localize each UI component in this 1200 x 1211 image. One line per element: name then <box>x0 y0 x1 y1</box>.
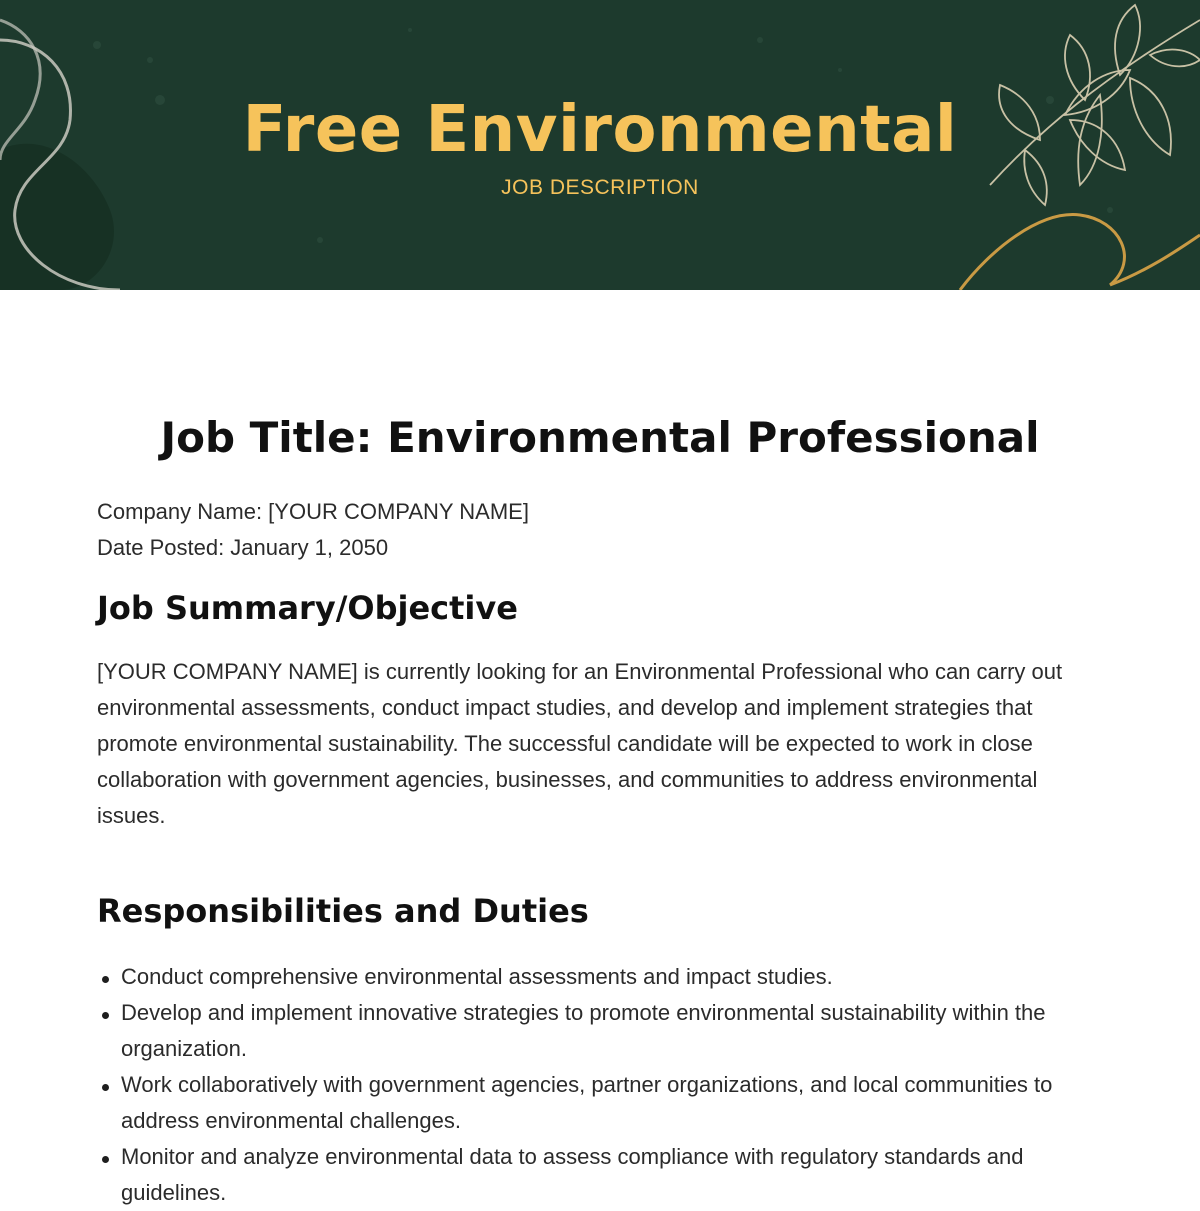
bullet-icon <box>102 1084 109 1091</box>
date-posted: Date Posted: January 1, 2050 <box>97 535 389 560</box>
bullet-icon <box>102 1012 109 1019</box>
list-item <box>97 1139 1107 1211</box>
responsibilities-list <box>97 959 1107 1211</box>
list-item-text: Conduct comprehensive environmental assessments and impact studies. <box>121 964 833 989</box>
summary-text: [YOUR COMPANY NAME] is currently looking for an Environmental Professional who can carry out environmental assessments, conduct impact studies, and develop and implement strategies that promote environmental sustainability. The successful candidate will be expected to work in close collaboration with government agencies, businesses, and communities to address environmental issues. <box>97 659 1063 828</box>
company-name: Company Name: [YOUR COMPANY NAME] <box>97 499 529 524</box>
bullet-icon <box>102 1156 109 1163</box>
list-item <box>97 959 1107 995</box>
summary-heading: Job Summary/Objective <box>97 589 518 627</box>
banner-subtitle: JOB DESCRIPTION <box>501 176 699 199</box>
list-item-text: Monitor and analyze environmental data to assess compliance with regulatory standards and guidelines. <box>121 1144 1024 1205</box>
list-item <box>97 1067 1107 1139</box>
list-item-text: Work collaboratively with government agencies, partner organizations, and local communities to address environmental challenges. <box>121 1072 1053 1133</box>
header-banner <box>0 0 1200 290</box>
document-meta <box>97 494 529 566</box>
list-item-text: Develop and implement innovative strategies to promote environmental sustainability within the organization. <box>121 1000 1046 1061</box>
document-title: Job Title: Environmental Professional <box>160 413 1040 462</box>
list-item <box>97 995 1107 1067</box>
banner-title: Free Environmental <box>242 93 958 167</box>
bullet-icon <box>102 976 109 983</box>
responsibilities-heading: Responsibilities and Duties <box>97 892 589 930</box>
